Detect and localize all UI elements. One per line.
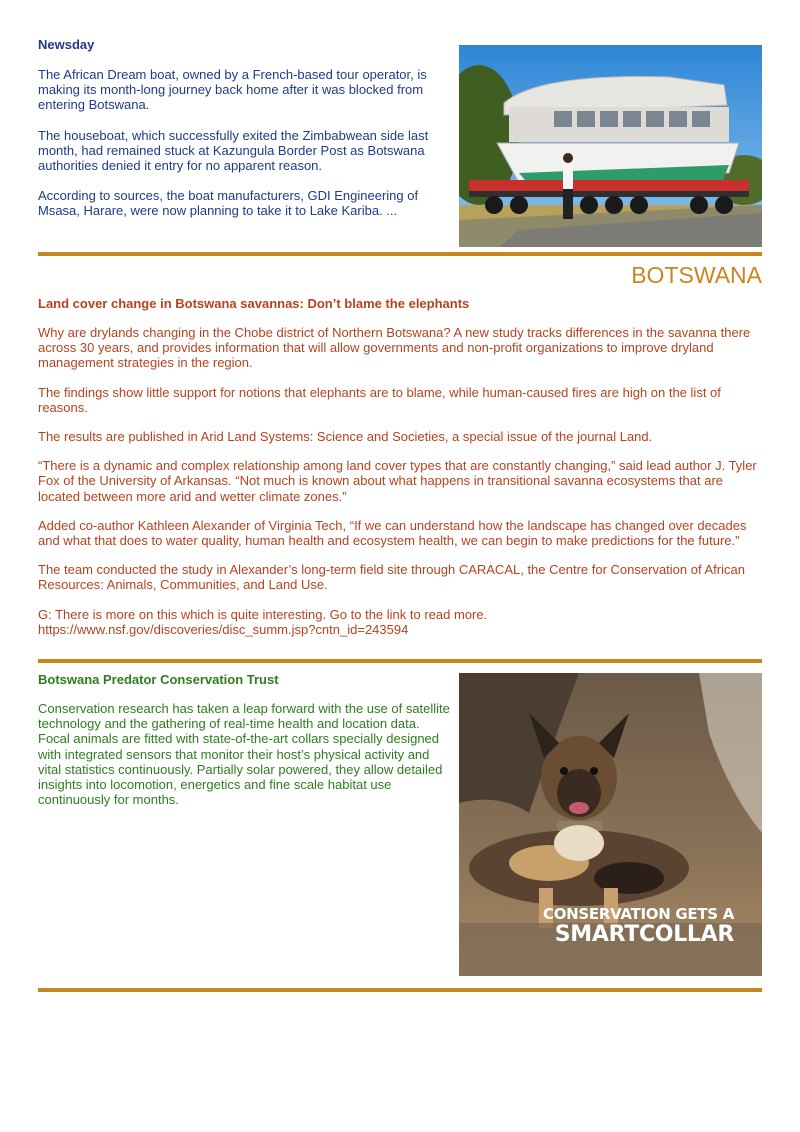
section-tag: BOTSWANA xyxy=(631,262,762,288)
landcover-body xyxy=(38,325,762,637)
section-divider xyxy=(38,659,762,663)
newsday-heading: Newsday xyxy=(38,37,95,52)
predator-paragraph: Conservation research has taken a leap forward with the use of satellite technology and the gathering of real-time health and location data. Focal animals are fitted with state-of-the-art collars specially designed with integrated sensors that monitor their host’s physical activity and vital statistics continuously. Partially solar powered, they allow detailed insights into locomotion, energetics and fine scale habitat use continuously for months. xyxy=(38,701,450,808)
predator-heading: Botswana Predator Conservation Trust xyxy=(38,672,279,687)
landcover-paragraph: The team conducted the study in Alexander’s long-term field site through CARACAL, the Centre for Conservation of African Resources: Animals, Communities, and Land Use. xyxy=(38,562,745,593)
newsday-body xyxy=(38,67,448,219)
landcover-note: G: There is more on this which is quite interesting. Go to the link to read more. xyxy=(38,606,488,622)
landcover-paragraph: The findings show little support for notions that elephants are to blame, while human-caused fires are high on the list of reasons. xyxy=(38,384,721,415)
landcover-heading: Land cover change in Botswana savannas: Don’t blame the elephants xyxy=(38,296,470,311)
wild-dog-photo xyxy=(459,673,762,976)
landcover-paragraph: “There is a dynamic and complex relationship among land cover types that are constantly changing,” said lead author J. Tyler Fox of the University of Arkansas. “Not much is known about what happens in transitional savanna ecosystems that are located between more arid and wetter climate zones.” xyxy=(38,458,757,504)
image-caption-line2: SMARTCOLLAR xyxy=(554,922,734,947)
boat-photo xyxy=(459,45,762,247)
newsday-paragraph: According to sources, the boat manufacturers, GDI Engineering of Msasa, Harare, were now planning to take it to Lake Kariba. ... xyxy=(38,188,419,219)
newsday-paragraph: The houseboat, which successfully exited the Zimbabwean side last month, had remained stuck at Kazungula Border Post as Botswana authorities denied it entry for no apparent reason. xyxy=(38,127,429,174)
landcover-link[interactable]: https://www.nsf.gov/discoveries/disc_summ.jsp?cntn_id=243594 xyxy=(38,621,409,637)
landcover-paragraph: Added co-author Kathleen Alexander of Virginia Tech, “If we can understand how the landscape has changed over decades and what that does to water quality, human health and ecosystem health, we can begin to make predictions for the future.” xyxy=(38,517,747,549)
section-divider xyxy=(38,988,762,992)
newsday-paragraph: The African Dream boat, owned by a French-based tour operator, is making its month-long journey back home after it was blocked from entering Botswana. xyxy=(38,67,427,113)
predator-body xyxy=(38,701,450,807)
section-divider xyxy=(38,252,762,256)
image-caption-line1: CONSERVATION GETS A xyxy=(542,905,734,923)
landcover-paragraph: The results are published in Arid Land Systems: Science and Societies, a special issue of the journal Land. xyxy=(38,429,653,445)
landcover-paragraph: Why are drylands changing in the Chobe district of Northern Botswana? A new study tracks differences in the savanna there across 30 years, and provides information that will allow governments and non-profit organizations to improve dryland management strategies in the region. xyxy=(38,325,751,371)
